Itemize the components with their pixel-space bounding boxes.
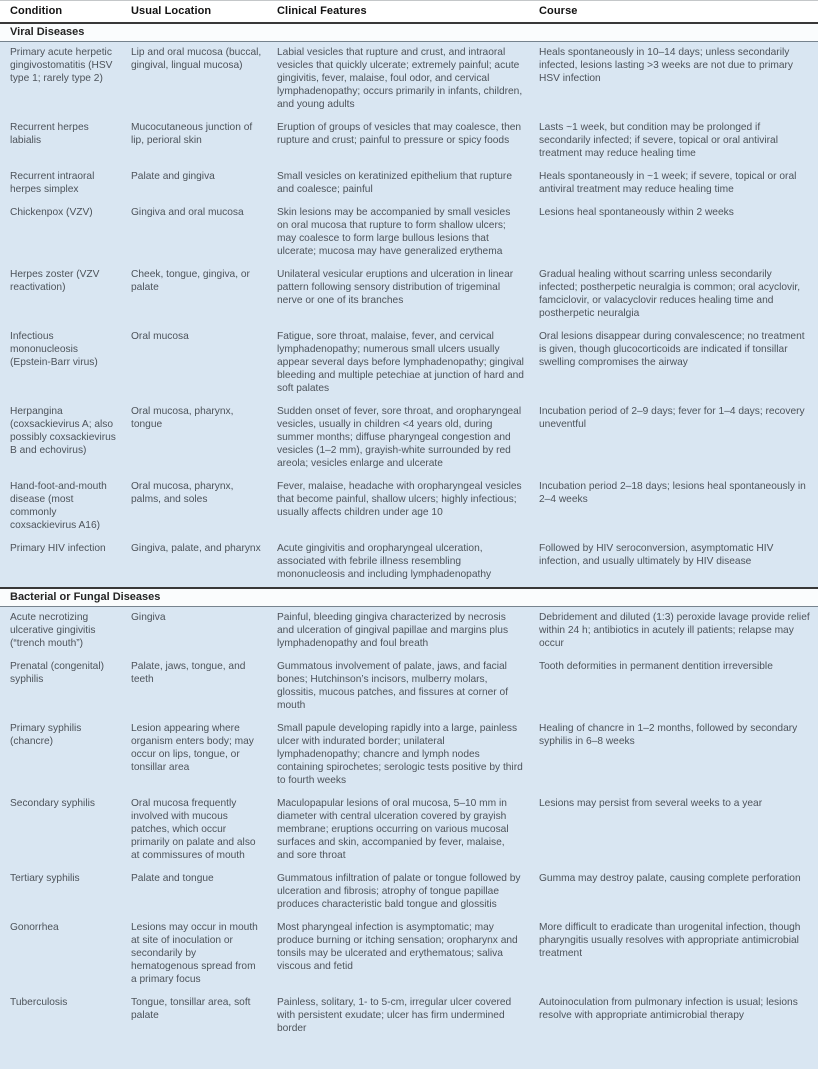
table-row (0, 868, 818, 917)
course-cell: Lasts ~1 week, but condition may be prolonged if secondarily infected; if severe, topical or oral antiviral treatment may reduce healing time (529, 117, 818, 166)
condition-cell: Hand-foot-and-mouth disease (most commonly coxsackievirus A16) (0, 476, 121, 538)
features-cell: Most pharyngeal infection is asymptomatic; may produce burning or itching sensation; oropharynx and tonsils may be ulcerated and erythematous; saliva viscous and fetid (267, 917, 529, 992)
table-row (0, 718, 818, 793)
table-row (0, 117, 818, 166)
condition-cell: Recurrent herpes labialis (0, 117, 121, 166)
table-row (0, 656, 818, 718)
course-cell: Tooth deformities in permanent dentition irreversible (529, 656, 818, 718)
condition-cell: Tertiary syphilis (0, 868, 121, 917)
course-cell: Incubation period of 2–9 days; fever for 1–4 days; recovery uneventful (529, 401, 818, 476)
condition-cell: Primary syphilis (chancre) (0, 718, 121, 793)
table-row (0, 992, 818, 1041)
table-row (0, 476, 818, 538)
condition-cell: Chickenpox (VZV) (0, 202, 121, 264)
table-row (0, 264, 818, 326)
location-cell: Lip and oral mucosa (buccal, gingival, lingual mucosa) (121, 42, 267, 118)
location-cell: Oral mucosa, pharynx, palms, and soles (121, 476, 267, 538)
features-cell: Eruption of groups of vesicles that may coalesce, then rupture and crust; painful to pressure or spicy foods (267, 117, 529, 166)
features-cell: Labial vesicles that rupture and crust, and intraoral vesicles that quickly ulcerate; extremely painful; acute gingivitis, fever, malaise, foul odor, and cervical lymphadenopathy; occurs primarily in infants, children, and young adults (267, 42, 529, 118)
course-cell: Heals spontaneously in 10–14 days; unless secondarily infected, lesions lasting >3 weeks are not due to primary HSV infection (529, 42, 818, 118)
course-cell: Healing of chancre in 1–2 months, followed by secondary syphilis in 6–8 weeks (529, 718, 818, 793)
condition-cell: Prenatal (congenital) syphilis (0, 656, 121, 718)
column-header-condition: Condition (10, 5, 63, 17)
course-cell: Autoinoculation from pulmonary infection is usual; lesions resolve with appropriate antimicrobial therapy (529, 992, 818, 1041)
table-body (0, 23, 818, 1041)
location-cell: Oral mucosa, pharynx, tongue (121, 401, 267, 476)
condition-cell: Herpangina (coxsackievirus A; also possibly coxsackievirus B and echovirus) (0, 401, 121, 476)
table-row (0, 607, 818, 657)
table-row (0, 42, 818, 118)
course-cell: Heals spontaneously in ~1 week; if severe, topical or oral antiviral treatment may reduce healing time (529, 166, 818, 202)
course-cell: Gumma may destroy palate, causing complete perforation (529, 868, 818, 917)
condition-cell: Gonorrhea (0, 917, 121, 992)
condition-cell: Secondary syphilis (0, 793, 121, 868)
course-cell: Debridement and diluted (1:3) peroxide lavage provide relief within 24 h; antibiotics in acutely ill patients; relapse may occur (529, 607, 818, 657)
features-cell: Unilateral vesicular eruptions and ulceration in linear pattern following sensory distribution of trigeminal nerve or one of its branches (267, 264, 529, 326)
features-cell: Gummatous infiltration of palate or tongue followed by ulceration and fibrosis; atrophy of tongue papillae produces characteristic bald tongue and glossitis (267, 868, 529, 917)
features-cell: Gummatous involvement of palate, jaws, and facial bones; Hutchinson’s incisors, mulberry molars, glossitis, mucous patches, and fissures at corner of mouth (267, 656, 529, 718)
location-cell: Cheek, tongue, gingiva, or palate (121, 264, 267, 326)
table-row (0, 793, 818, 868)
location-cell: Palate and tongue (121, 868, 267, 917)
location-cell: Gingiva (121, 607, 267, 657)
features-cell: Maculopapular lesions of oral mucosa, 5–10 mm in diameter with central ulceration covered by grayish membrane; eruptions occurring on various mucosal surfaces and skin, accompanied by fever, malaise, and sore throat (267, 793, 529, 868)
condition-cell: Tuberculosis (0, 992, 121, 1041)
course-cell: Incubation period 2–18 days; lesions heal spontaneously in 2–4 weeks (529, 476, 818, 538)
condition-cell: Primary acute herpetic gingivostomatitis (HSV type 1; rarely type 2) (0, 42, 121, 118)
header-row (0, 1, 818, 24)
condition-cell: Primary HIV infection (0, 538, 121, 588)
location-cell: Palate and gingiva (121, 166, 267, 202)
course-cell: Lesions may persist from several weeks to a year (529, 793, 818, 868)
table-row (0, 917, 818, 992)
column-header-course: Course (539, 5, 578, 17)
features-cell: Skin lesions may be accompanied by small vesicles on oral mucosa that rupture to form shallow ulcers; may coalesce to form large bullous lesions that ulcerate; mucosa may have generalized erythema (267, 202, 529, 264)
features-cell: Acute gingivitis and oropharyngeal ulceration, associated with febrile illness resembling mononucleosis and including lymphadenopathy (267, 538, 529, 588)
features-cell: Small vesicles on keratinized epithelium that rupture and coalesce; painful (267, 166, 529, 202)
features-cell: Fatigue, sore throat, malaise, fever, and cervical lymphadenopathy; numerous small ulcers usually appear several days before lymphadenopathy; gingival bleeding and multiple petechiae at junction of hard and soft palates (267, 326, 529, 401)
table-row (0, 538, 818, 588)
location-cell: Gingiva, palate, and pharynx (121, 538, 267, 588)
features-cell: Small papule developing rapidly into a large, painless ulcer with indurated border; unilateral lymphadenopathy; chancre and lymph nodes containing spirochetes; serologic tests positive by third to fourth weeks (267, 718, 529, 793)
location-cell: Palate, jaws, tongue, and teeth (121, 656, 267, 718)
section-header-row (0, 23, 818, 42)
location-cell: Lesion appearing where organism enters body; may occur on lips, tongue, or tonsillar area (121, 718, 267, 793)
course-cell: More difficult to eradicate than urogenital infection, though pharyngitis usually resolves with appropriate antimicrobial treatment (529, 917, 818, 992)
table-row (0, 401, 818, 476)
location-cell: Oral mucosa frequently involved with mucous patches, which occur primarily on palate and also at commissures of mouth (121, 793, 267, 868)
location-cell: Tongue, tonsillar area, soft palate (121, 992, 267, 1041)
location-cell: Gingiva and oral mucosa (121, 202, 267, 264)
condition-cell: Acute necrotizing ulcerative gingivitis (“trench mouth”) (0, 607, 121, 657)
table-row (0, 202, 818, 264)
column-header-usual-location: Usual Location (131, 5, 212, 17)
location-cell: Mucocutaneous junction of lip, perioral skin (121, 117, 267, 166)
table-header (0, 1, 818, 24)
condition-cell: Herpes zoster (VZV reactivation) (0, 264, 121, 326)
column-header-clinical-features: Clinical Features (277, 5, 367, 17)
course-cell: Lesions heal spontaneously within 2 weeks (529, 202, 818, 264)
location-cell: Lesions may occur in mouth at site of inoculation or secondarily by hematogenous spread from a primary focus (121, 917, 267, 992)
location-cell: Oral mucosa (121, 326, 267, 401)
section-title: Viral Diseases (0, 23, 818, 42)
course-cell: Gradual healing without scarring unless secondarily infected; postherpetic neuralgia is common; oral acyclovir, famciclovir, or valacyclovir reduces healing time and postherpetic neuralgia (529, 264, 818, 326)
course-cell: Oral lesions disappear during convalescence; no treatment is given, though glucocorticoids are indicated if tonsillar swelling compromises the airway (529, 326, 818, 401)
section-title: Bacterial or Fungal Diseases (0, 588, 818, 607)
features-cell: Painless, solitary, 1- to 5-cm, irregular ulcer covered with persistent exudate; ulcer has firm undermined border (267, 992, 529, 1041)
features-cell: Painful, bleeding gingiva characterized by necrosis and ulceration of gingival papillae and margins plus lymphadenopathy and foul breath (267, 607, 529, 657)
section-header-row (0, 588, 818, 607)
table-row (0, 166, 818, 202)
condition-cell: Infectious mononucleosis (Epstein-Barr virus) (0, 326, 121, 401)
features-cell: Fever, malaise, headache with oropharyngeal vesicles that become painful, shallow ulcers; highly infectious; usually affects children under age 10 (267, 476, 529, 538)
table-row (0, 326, 818, 401)
features-cell: Sudden onset of fever, sore throat, and oropharyngeal vesicles, usually in children <4 years old, during summer months; diffuse pharyngeal congestion and vesicles (1–2 mm), grayish-white surrounded by red areola; vesicles enlarge and ulcerate (267, 401, 529, 476)
course-cell: Followed by HIV seroconversion, asymptomatic HIV infection, and usually ultimately by HIV disease (529, 538, 818, 588)
condition-cell: Recurrent intraoral herpes simplex (0, 166, 121, 202)
